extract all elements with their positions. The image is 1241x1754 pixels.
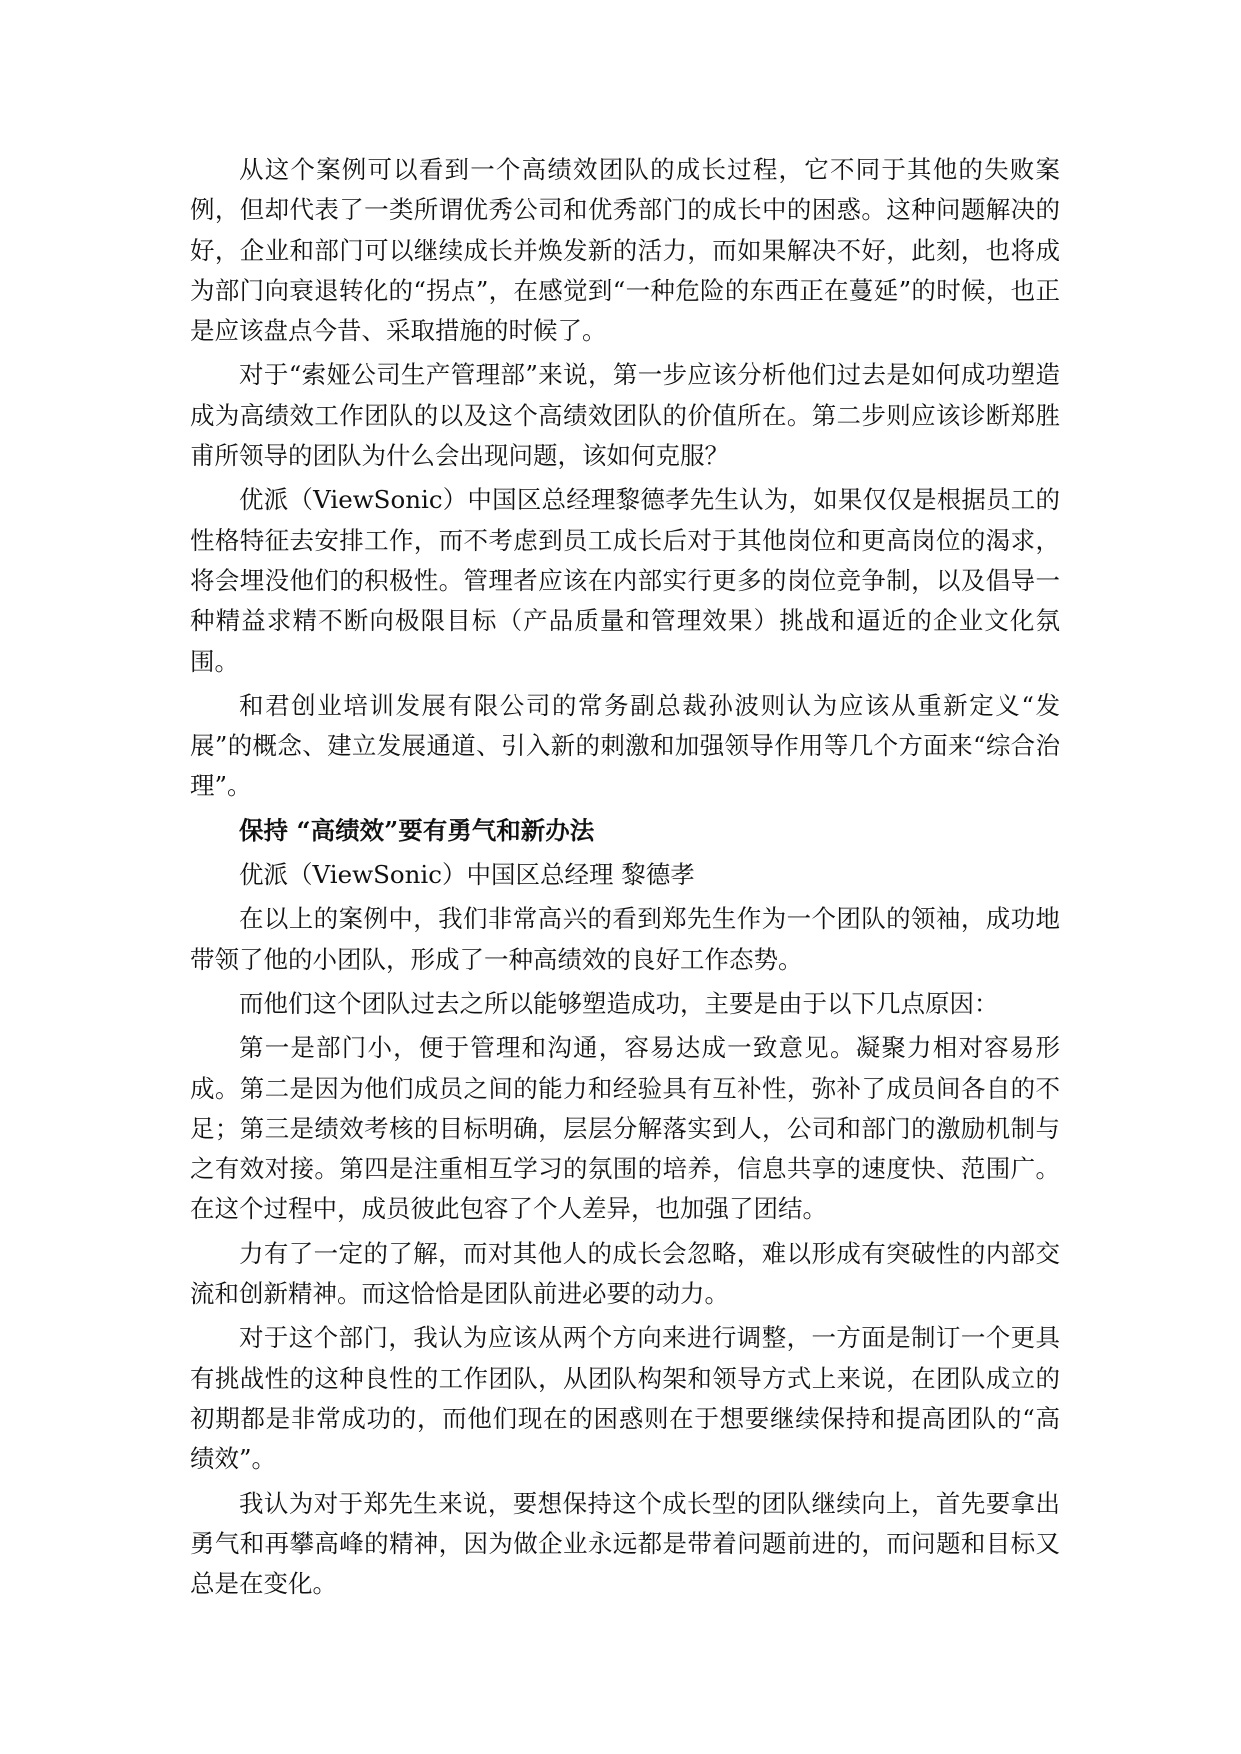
paragraph: 优派（ViewSonic）中国区总经理黎德孝先生认为，如果仅仅是根据员工的性格特征去安排工作，而不考虑到员工成长后对于其他岗位和更高岗位的渴求，将会埋没他们的积极性。管理者应该在内部实行更多的岗位竞争制，以及倡导一种精益求精不断向极限目标（产品质量和管理效果）挑战和逼近的企业文化氛围。 [190, 485, 1060, 676]
section-heading: 保持 “高绩效”要有勇气和新办法 [239, 815, 595, 845]
paragraph: 从这个案例可以看到一个高绩效团队的成长过程，它不同于其他的失败案例，但却代表了一类所谓优秀公司和优秀部门的成长中的困惑。这种问题解决的好，企业和部门可以继续成长并焕发新的活力，而如果解决不好，此刻，也将成为部门向衰退转化的“拐点”，在感觉到“一种危险的东西正在蔓延”的时候，也正是应该盘点今昔、采取措施的时候了。 [190, 155, 1060, 346]
paragraph: 和君创业培训发展有限公司的常务副总裁孙波则认为应该从重新定义“发展”的概念、建立发展通道、引入新的刺激和加强领导作用等几个方面来“综合治理”。 [190, 690, 1060, 801]
paragraph: 在以上的案例中，我们非常高兴的看到郑先生作为一个团队的领袖，成功地带领了他的小团队，形成了一种高绩效的良好工作态势。 [190, 904, 1060, 974]
paragraph: 力有了一定的了解，而对其他人的成长会忽略，难以形成有突破性的内部交流和创新精神。而这恰恰是团队前进必要的动力。 [190, 1238, 1060, 1309]
paragraph: 对于“索娅公司生产管理部”来说，第一步应该分析他们过去是如何成功塑造成为高绩效工作团队的以及这个高绩效团队的价值所在。第二步则应该诊断郑胜甫所领导的团队为什么会出现问题，该如何克服？ [190, 360, 1060, 471]
paragraph: 第一是部门小，便于管理和沟通，容易达成一致意见。凝聚力相对容易形成。第二是因为他们成员之间的能力和经验具有互补性，弥补了成员间各自的不足；第三是绩效考核的目标明确，层层分解落实到人，公司和部门的激励机制与之有效对接。第四是注重相互学习的氛围的培养，信息共享的速度快、范围广。在这个过程中，成员彼此包容了个人差异，也加强了团结。 [190, 1033, 1060, 1224]
document-page [190, 150, 1060, 1608]
author-byline: 优派（ViewSonic）中国区总经理 黎德孝 [239, 860, 695, 890]
paragraph: 而他们这个团队过去之所以能够塑造成功，主要是由于以下几点原因： [239, 988, 999, 1018]
paragraph: 我认为对于郑先生来说，要想保持这个成长型的团队继续向上，首先要拿出勇气和再攀高峰的精神，因为做企业永远都是带着问题前进的，而问题和目标又总是在变化。 [190, 1488, 1060, 1599]
paragraph: 对于这个部门，我认为应该从两个方向来进行调整，一方面是制订一个更具有挑战性的这种良性的工作团队，从团队构架和领导方式上来说，在团队成立的初期都是非常成功的，而他们现在的困惑则在于想要继续保持和提高团队的“高绩效”。 [190, 1323, 1060, 1474]
